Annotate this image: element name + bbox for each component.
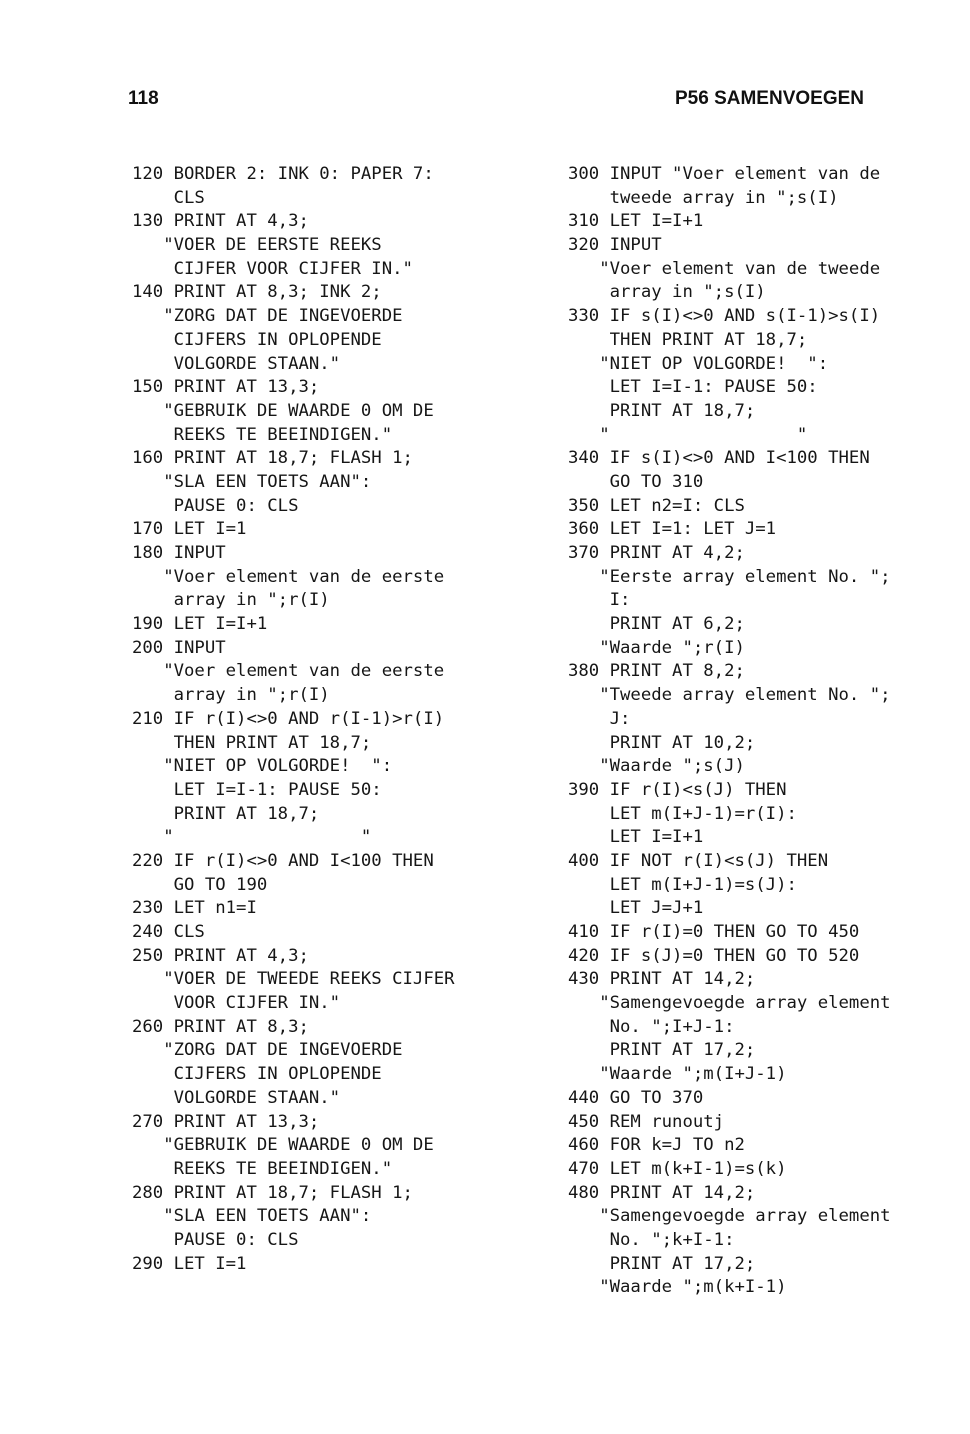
code-line: CIJFERS IN OPLOPENDE — [132, 329, 382, 350]
code-line: CIJFER VOOR CIJFER IN." — [132, 258, 413, 279]
code-line: tweede array in ";s(I) — [568, 187, 839, 208]
code-line: LET m(I+J-1)=r(I): — [568, 803, 797, 824]
code-line: 320 INPUT — [568, 235, 662, 256]
code-line: "VOER DE TWEEDE REEKS CIJFER — [132, 969, 455, 990]
code-line: 140 PRINT AT 8,3; INK 2; — [132, 282, 382, 303]
code-line: 130 PRINT AT 4,3; — [132, 211, 309, 232]
code-line: 340 IF s(I)<>0 AND I<100 THEN — [568, 448, 870, 469]
code-line: PRINT AT 17,2; — [568, 1253, 756, 1274]
code-line: GO TO 310 — [568, 471, 704, 492]
code-line: 230 LET n1=I — [132, 898, 257, 919]
code-line: 380 PRINT AT 8,2; — [568, 661, 745, 682]
code-line: VOOR CIJFER IN." — [132, 993, 341, 1014]
code-line: PRINT AT 17,2; — [568, 1040, 756, 1061]
code-line: array in ";r(I) — [132, 685, 330, 706]
code-line: REEKS TE BEEINDIGEN." — [132, 1158, 393, 1179]
code-line: LET I=I-1: PAUSE 50: — [132, 779, 382, 800]
code-line: 270 PRINT AT 13,3; — [132, 1111, 320, 1132]
code-line: VOLGORDE STAAN." — [132, 353, 341, 374]
code-line: "Samengevoegde array element — [568, 993, 891, 1014]
code-line: 120 BORDER 2: INK 0: PAPER 7: — [132, 164, 434, 184]
code-line: "Waarde ";m(I+J-1) — [568, 1064, 787, 1085]
code-line: 370 PRINT AT 4,2; — [568, 543, 745, 563]
code-line: array in ";r(I) — [132, 590, 330, 611]
code-line: "NIET OP VOLGORDE! ": — [568, 353, 829, 374]
code-line: CLS — [132, 187, 205, 208]
code-line: PRINT AT 18,7; — [132, 803, 320, 824]
code-line: "Samengevoegde array element — [568, 1206, 891, 1227]
code-line: "Voer element van de eerste — [132, 661, 445, 682]
code-line: "VOER DE EERSTE REEKS — [132, 235, 382, 256]
code-line: "Voer element van de tweede — [568, 258, 881, 279]
code-line: 390 IF r(I)<s(J) THEN — [568, 779, 787, 800]
code-line: 240 CLS — [132, 922, 205, 942]
code-line: 300 INPUT "Voer element van de — [568, 164, 881, 184]
code-line: I: — [568, 590, 631, 611]
code-line: "SLA EEN TOETS AAN": — [132, 471, 372, 492]
program-listing-left-column — [132, 163, 455, 1276]
code-line: THEN PRINT AT 18,7; — [568, 329, 808, 350]
code-line: "Waarde ";s(J) — [568, 756, 745, 777]
code-line: 310 LET I=I+1 — [568, 211, 704, 232]
code-line: PAUSE 0: CLS — [132, 1229, 299, 1250]
code-line: 170 LET I=1 — [132, 519, 247, 540]
code-line: 440 GO TO 370 — [568, 1087, 704, 1108]
code-line: No. ";k+I-1: — [568, 1229, 735, 1250]
code-line: 410 IF r(I)=0 THEN GO TO 450 — [568, 922, 860, 942]
code-line: 210 IF r(I)<>0 AND r(I-1)>r(I) — [132, 708, 445, 729]
code-line: REEKS TE BEEINDIGEN." — [132, 424, 393, 445]
code-line: LET J=J+1 — [568, 898, 704, 919]
code-line: "SLA EEN TOETS AAN": — [132, 1206, 372, 1227]
code-line: 430 PRINT AT 14,2; — [568, 969, 756, 990]
code-line: 180 INPUT — [132, 543, 226, 563]
code-line: "ZORG DAT DE INGEVOERDE — [132, 306, 403, 327]
code-line: J: — [568, 708, 631, 729]
code-line: CIJFERS IN OPLOPENDE — [132, 1064, 382, 1085]
code-line: PRINT AT 10,2; — [568, 732, 756, 753]
code-line: "Voer element van de eerste — [132, 566, 445, 587]
code-line: 280 PRINT AT 18,7; FLASH 1; — [132, 1182, 413, 1203]
code-line: No. ";I+J-1: — [568, 1016, 735, 1037]
code-line: 150 PRINT AT 13,3; — [132, 377, 320, 398]
code-line: PAUSE 0: CLS — [132, 495, 299, 516]
code-line: "ZORG DAT DE INGEVOERDE — [132, 1040, 403, 1061]
chapter-title: P56 SAMENVOEGEN — [675, 88, 864, 109]
code-line: " " — [568, 424, 808, 445]
code-line: 400 IF NOT r(I)<s(J) THEN — [568, 850, 829, 871]
code-line: VOLGORDE STAAN." — [132, 1087, 341, 1108]
code-line: 450 REM runoutj — [568, 1111, 725, 1132]
program-listing-right-column — [568, 163, 891, 1300]
code-line: "Waarde ";m(k+I-1) — [568, 1277, 787, 1298]
code-line: 330 IF s(I)<>0 AND s(I-1)>s(I) — [568, 306, 881, 327]
code-line: 290 LET I=1 — [132, 1253, 247, 1274]
code-line: "Tweede array element No. "; — [568, 685, 891, 706]
page-number: 118 — [128, 88, 159, 109]
code-line: 220 IF r(I)<>0 AND I<100 THEN — [132, 850, 434, 871]
code-line: THEN PRINT AT 18,7; — [132, 732, 372, 753]
code-line: "GEBRUIK DE WAARDE 0 OM DE — [132, 1135, 434, 1156]
code-line: 350 LET n2=I: CLS — [568, 495, 745, 516]
code-line: 200 INPUT — [132, 637, 226, 658]
code-line: 260 PRINT AT 8,3; — [132, 1016, 309, 1037]
code-line: "GEBRUIK DE WAARDE 0 OM DE — [132, 400, 434, 421]
code-line: 160 PRINT AT 18,7; FLASH 1; — [132, 448, 413, 469]
code-line: " " — [132, 827, 372, 848]
code-line: LET m(I+J-1)=s(J): — [568, 874, 797, 895]
code-line: 480 PRINT AT 14,2; — [568, 1182, 756, 1203]
code-line: LET I=I+1 — [568, 827, 704, 848]
code-line: PRINT AT 18,7; — [568, 400, 756, 421]
code-line: "Eerste array element No. "; — [568, 566, 891, 587]
code-line: 460 FOR k=J TO n2 — [568, 1135, 745, 1156]
code-line: "NIET OP VOLGORDE! ": — [132, 756, 393, 777]
code-line: LET I=I-1: PAUSE 50: — [568, 377, 818, 398]
code-line: 420 IF s(J)=0 THEN GO TO 520 — [568, 945, 860, 966]
code-line: 360 LET I=1: LET J=1 — [568, 519, 777, 540]
code-line: PRINT AT 6,2; — [568, 614, 745, 635]
code-line: array in ";s(I) — [568, 282, 766, 303]
code-line: 470 LET m(k+I-1)=s(k) — [568, 1158, 787, 1179]
code-line: GO TO 190 — [132, 874, 268, 895]
code-line: "Waarde ";r(I) — [568, 637, 745, 658]
code-line: 250 PRINT AT 4,3; — [132, 945, 309, 966]
code-line: 190 LET I=I+1 — [132, 614, 268, 635]
